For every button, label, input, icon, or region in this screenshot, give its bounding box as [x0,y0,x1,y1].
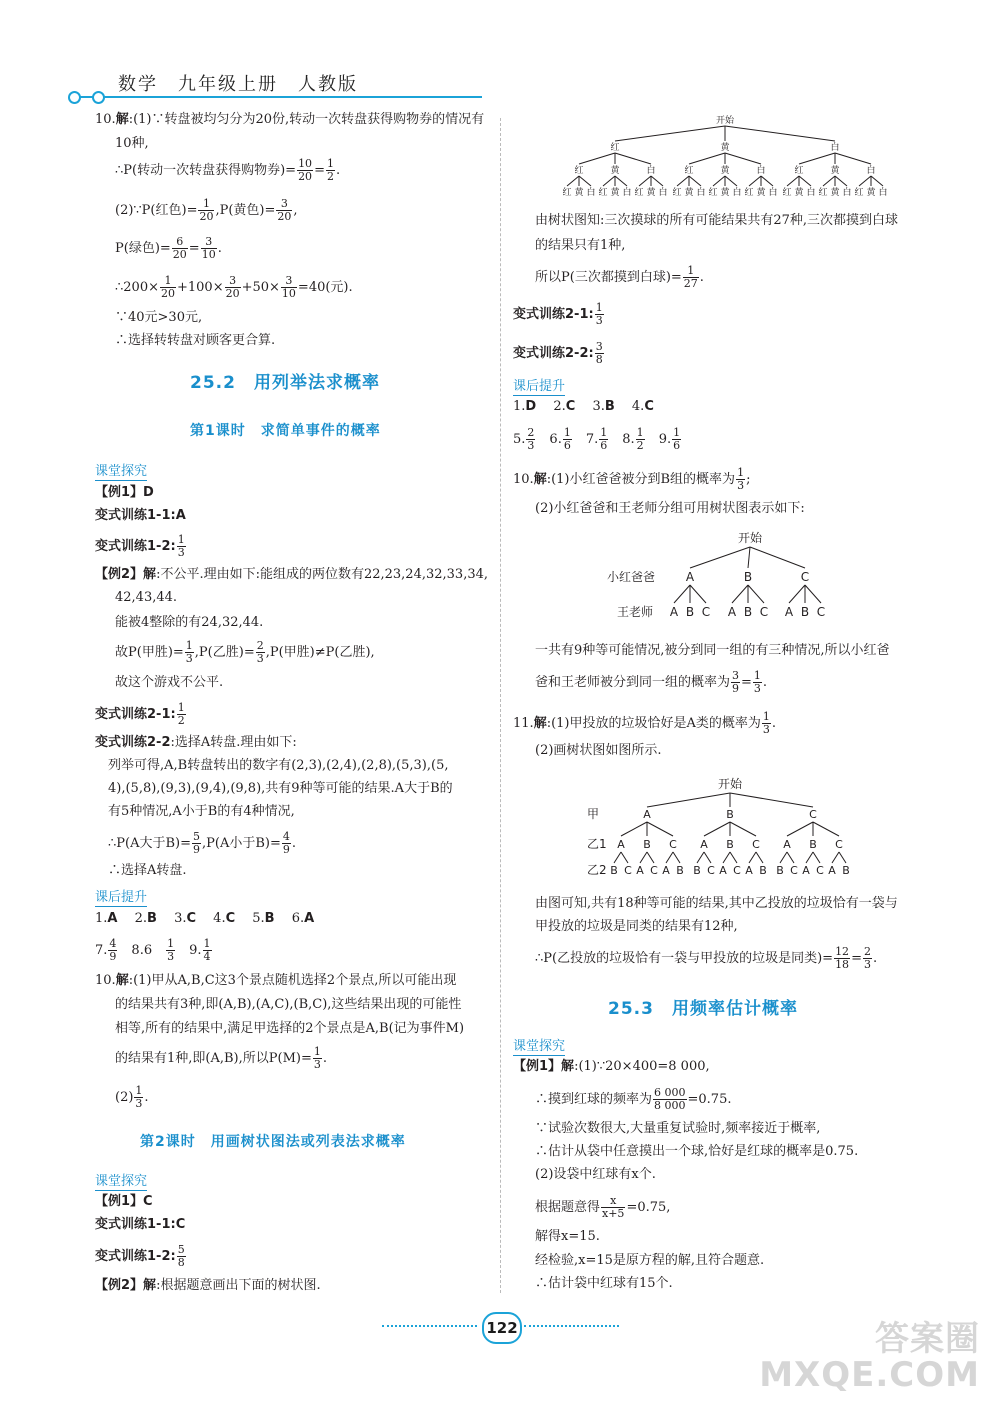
tree-branch [761,176,773,186]
tree-branch [704,822,730,836]
tree-branch [647,793,730,807]
tree-leaf-label: 白 [622,188,632,198]
tree-branch [756,852,763,863]
header-rule [72,96,482,98]
tree-branch [799,153,835,164]
r-ex1-line8: 经检验,x=15是原方程的解,且符合题意. [535,1253,765,1268]
tree-branch [704,852,711,863]
tree-leaf-label: 白 [878,188,888,198]
tree-leaf-label: 红 [854,188,864,198]
tree-node-label: B [726,838,734,851]
tree-leaf-label: B [685,605,695,619]
r-q11t-line1: 由图可知,共有18种等可能的结果,其中乙投放的垃圾恰有一袋与 [535,896,898,911]
tree-leaf-label: C [790,864,798,877]
tree-leaf-label: B [610,864,618,877]
tree-branch [690,547,750,568]
tree-branch [674,585,690,603]
tree-branch [666,852,673,863]
tree-node-label: C [835,838,843,851]
tree-start-label: 开始 [715,116,735,126]
tree-leaf-label: 红 [744,188,754,198]
ex1b-answer: 【例1】C [95,1194,153,1209]
tree-branch [725,126,835,141]
tree-leaf-label: 红 [672,188,682,198]
tree-leaf-label: 白 [658,188,668,198]
tree-leaf-label: A [719,864,727,877]
tree-row-label: 王老师 [617,605,654,619]
tree-node-label: 黄 [720,143,730,153]
r-q10t-line1: 一共有9种等可能情况,被分到同一组的有三种情况,所以小红爸 [535,643,890,658]
r-q11-line1: 11.解:(1)甲投放的垃圾恰好是A类的概率为 $\frac{1}{3}$ . [513,710,777,736]
tree-node-label: B [743,570,753,584]
q10b-line2: 的结果共有3种,即(A,B),(A,C),(B,C),这些结果出现的可能性 [115,997,462,1012]
tree-branch [748,585,764,603]
tree-branch [750,547,805,568]
section-title-25-2: 25.2 用列举法求概率 [190,373,380,393]
tree-leaf-label: 红 [818,188,828,198]
page-header [118,70,378,96]
tree-leaf-label: B [842,864,850,877]
tree-branch [839,852,846,863]
tree-leaf-label: 白 [732,188,742,198]
tree-branch [835,153,871,164]
v22-line2: 列举可得,A,B转盘转出的数字有(2,3),(2,4),(2,8),(5,3),(5, [108,758,449,773]
q10-line3: ∴P(转动一次转盘获得购物券)= $\frac{10}{20}$ = $\frac{1}{2}$ . [115,157,341,183]
t1-line1: 由树状图知:三次摸球的所有可能结果共有27种,三次都摸到白球 [535,213,899,228]
tree-node-label: 黄 [610,166,620,176]
tree-branch [697,852,704,863]
tree-leaf-label: A [745,864,753,877]
tree-branch [689,153,725,164]
tree-branch [640,852,647,863]
tag-class-explore: 课堂探究 [95,460,147,481]
tag-class-explore-2: 课堂探究 [95,1170,147,1191]
tree-branch [787,822,813,836]
tag-after-class: 课后提升 [95,886,147,907]
tree-node-label: 红 [574,166,584,176]
header-dot-icon [92,91,105,104]
r-ex1-line9: ∴估计袋中红球有15个. [535,1276,673,1291]
tree-leaf-label: C [816,864,824,877]
tree-leaf-label: 白 [806,188,816,198]
tree-node-label: 白 [866,166,876,176]
tree-leaf-label: 黄 [574,188,584,198]
tree-leaf-label: 黄 [610,188,620,198]
tree-leaf-label: A [636,864,644,877]
v22-line6: ∴选择A转盘. [108,863,187,878]
tree-leaf-label: 白 [586,188,596,198]
tree-branch [799,176,811,186]
r-q10-line2: (2)小红爸爸和王老师分组可用树状图表示如下: [535,501,805,516]
tree-leaf-label: B [676,864,684,877]
q10b-line3: 相等,所有的结果中,满足甲选择的2个景点是A,B(记为事件M) [115,1021,465,1036]
v12b-answer: 变式训练1-2: $\frac{5}{8}$ [95,1243,185,1269]
tree-node-label: C [669,838,677,851]
v11b-answer: 变式训练1-1:C [95,1217,186,1232]
ex2-line5: 故这个游戏不公平. [115,675,224,690]
r-tag-class-explore: 课堂探究 [513,1035,565,1056]
tree-diagram-2 [605,530,845,625]
r-tag-after-class: 课后提升 [513,375,565,396]
tree-branch [579,176,591,186]
tree-node-label: 白 [646,166,656,176]
tree-node-label: C [800,570,810,584]
tree-row-label: 乙1 [587,837,607,851]
tree-leaf-label: B [693,864,701,877]
tree-branch [748,547,750,568]
tree-branch [789,585,805,603]
ex1-answer: 【例1】D [95,485,154,500]
tree-leaf-label: 红 [782,188,792,198]
tree-branch [621,822,647,836]
tree-node-label: B [809,838,817,851]
header-edition: 人教版 [298,74,358,95]
tree-node-label: 黄 [830,166,840,176]
v11-answer: 变式训练1-1:A [95,508,186,523]
tree-leaf-label: 红 [708,188,718,198]
tree-node-label: A [643,808,651,821]
tree-leaf-label: 黄 [720,188,730,198]
tree-branch [621,852,628,863]
tree-node-label: 黄 [720,166,730,176]
ex2-line3: 能被4整除的有24,32,44. [115,615,264,630]
tree-leaf-label: C [816,605,826,619]
tree-leaf-label: 黄 [756,188,766,198]
section-title-25-3: 25.3 用频率估计概率 [608,999,798,1019]
v22-line1: 变式训练2-2:选择A转盘.理由如下: [95,735,297,750]
tree-leaf-label: 黄 [684,188,694,198]
lesson-title-1: 第1课时 求简单事件的概率 [190,423,381,439]
tree-leaf-label: 红 [598,188,608,198]
ex2-line4: 故P(甲胜)= $\frac{1}{3}$ ,P(乙胜)= $\frac{2}{3}$ ,P(甲胜)≠P(乙胜), [115,639,375,665]
v21-answer: 变式训练2-1: $\frac{1}{2}$ [95,701,185,727]
tree-branch [813,822,839,836]
tree-branch [689,176,701,186]
tree-branch [677,176,689,186]
ex2-line1: 【例2】解:不公平.理由如下:能组成的两位数有22,23,24,32,33,34, [95,567,489,582]
r-ex1-line4: ∴估计从袋中任意摸出一个球,恰好是红球的概率是0.75. [535,1144,859,1159]
tree-leaf-label: 白 [768,188,778,198]
tree-leaf-label: C [650,864,658,877]
tree-leaf-label: C [707,864,715,877]
t1-line2: 的结果只有1种, [535,238,626,253]
watermark-url: MXQE.COM [759,1355,980,1395]
footer-dots-right [524,1325,619,1327]
v22-line5: ∴P(A大于B)= $\frac{5}{9}$ ,P(A小于B)= $\frac{4}{9}$ . [108,830,296,856]
tree-branch [859,176,871,186]
tree-node-label: 红 [684,166,694,176]
tree-node-label: C [752,838,760,851]
tree-branch [732,585,748,603]
tree-row-label: 小红爸爸 [607,570,656,584]
tree-leaf-label: B [759,864,767,877]
tree-branch [730,822,756,836]
tree-branch [579,153,615,164]
tree-branch [787,176,799,186]
tree-branch [730,793,813,807]
ex2b-line1: 【例2】解:根据题意画出下面的树状图. [95,1278,321,1293]
tree-leaf-label: 黄 [866,188,876,198]
r-q10-line1: 10.解:(1)小红爸爸被分到B组的概率为 $\frac{1}{3}$ ; [513,466,751,492]
tree-branch [813,852,820,863]
q10b-line5: (2) $\frac{1}{3}$ . [115,1084,149,1110]
q10-line8: ∴选择转转盘对顾客更合算. [115,333,276,348]
r-ex1-line1: 【例1】解:(1)∵20×400=8 000, [513,1059,710,1074]
q10-line1: 10.解:(1)∵转盘被均匀分为20份,转动一次转盘获得购物券的情况有 [95,112,485,127]
tree-branch [603,176,615,186]
header-grade: 九年级上册 [178,74,278,95]
r-v22-answer: 变式训练2-2: $\frac{3}{8}$ [513,340,603,366]
footer-dots-left [382,1325,477,1327]
column-divider [500,118,501,1293]
tree-branch [806,852,813,863]
tree-branch [823,176,835,186]
tree-leaf-label: A [669,605,679,619]
tree-branch [647,822,673,836]
tree-node-label: A [783,838,791,851]
tree-leaf-label: 红 [562,188,572,198]
r-q11-line2: (2)画树状图如图所示. [535,743,662,758]
q10b-line4: 的结果有1种,即(A,B),所以P(M)= $\frac{1}{3}$ . [115,1045,327,1071]
tree-leaf-label: B [743,605,753,619]
tree-node-label: B [643,838,651,851]
tree-branch [615,176,627,186]
tree-branch [651,176,663,186]
tree-branch [647,852,654,863]
r-answers-row2: 5. $\frac{2}{3}$ 6. $\frac{1}{6}$ 7. $\frac{1}{6}$ 8. $\frac{1}{2}$ 9. $\frac{1}{6}$ [513,426,681,452]
tree-leaf-label: C [624,864,632,877]
q10-line6: ∴200× $\frac{1}{20}$ +100× $\frac{3}{20}$ +50× $\frac{3}{10}$ =40(元). [115,274,353,300]
tree-branch [673,852,680,863]
tree-branch [614,852,621,863]
r-ex1-line3: ∵试验次数很大,大量重复试验时,频率接近于概率, [535,1121,821,1136]
tree-branch [749,852,756,863]
page-number: 122 [482,1312,522,1344]
tree-branch [690,585,706,603]
tree-branch [871,176,883,186]
q10-line4: (2)∵P(红色)= $\frac{1}{20}$ ,P(黄色)= $\frac{3}{20}$ , [115,197,298,223]
q10-line7: ∵40元>30元, [115,310,203,325]
tree-branch [787,852,794,863]
tree-start-label: 开始 [717,777,743,791]
t1-line3: 所以P(三次都摸到白球)= $\frac{1}{27}$ . [535,264,704,290]
answers-row1: 1.A 2.B 3.C 4.C 5.B 6.A [95,911,315,926]
tree-branch [725,176,737,186]
tree-leaf-label: C [733,864,741,877]
r-ex1-line5: (2)设袋中红球有x个. [535,1167,656,1182]
tree-branch [730,852,737,863]
tree-leaf-label: B [800,605,810,619]
r-ex1-line6: 根据题意得 $\frac{x}{x+5}$ =0.75, [535,1194,671,1220]
r-q10t-line2: 爸和王老师被分到同一组的概率为 $\frac{3}{9}$ = $\frac{1}{3}$ . [535,669,768,695]
q10-line2: 10种, [115,136,149,151]
tree-leaf-label: 白 [696,188,706,198]
r-q11t-line3: ∴P(乙投放的垃圾恰有一袋与甲投放的垃圾是同类)= $\frac{12}{18}$ = $\frac{2}{3}$ . [535,945,878,971]
tree-branch [615,153,651,164]
tree-node-label: A [700,838,708,851]
r-ex1-line7: 解得x=15. [535,1229,600,1244]
tree-branch [639,176,651,186]
tree-node-label: 白 [830,143,840,153]
tree-leaf-label: 黄 [646,188,656,198]
tree-node-label: 白 [756,166,766,176]
lesson-title-2: 第2课时 用画树状图法或列表法求概率 [140,1134,406,1150]
tree-branch [835,176,847,186]
tree-leaf-label: B [776,864,784,877]
tree-branch [615,126,725,141]
tree-leaf-label: A [828,864,836,877]
tree-node-label: A [617,838,625,851]
answers-row2: 7. $\frac{4}{9}$ 8.6 $\frac{1}{3}$ 9. $\frac{1}{4}$ [95,937,211,963]
v12-answer: 变式训练1-2: $\frac{1}{3}$ [95,533,185,559]
tree-node-label: 红 [794,166,804,176]
tree-leaf-label: 黄 [830,188,840,198]
r-v21-answer: 变式训练2-1: $\frac{1}{3}$ [513,301,603,327]
tree-node-label: C [809,808,817,821]
r-answers-row1: 1.D 2.C 3.B 4.C [513,399,654,414]
tree-leaf-label: A [784,605,794,619]
watermark-logo-text: 答案圈 [875,1319,980,1359]
tree-branch [725,153,761,164]
tree-leaf-label: C [701,605,711,619]
tree-branch [723,852,730,863]
tree-start-label: 开始 [737,531,763,545]
q10b-line1: 10.解:(1)甲从A,B,C这3个景点随机选择2个景点,所以可能出现 [95,973,457,988]
tree-leaf-label: A [802,864,810,877]
r-q11t-line2: 甲投放的垃圾是同类的结果有12种, [535,919,738,934]
tree-leaf-label: 黄 [794,188,804,198]
tree-leaf-label: A [662,864,670,877]
tree-node-label: 红 [610,143,620,153]
header-dot-icon [68,91,81,104]
tree-node-label: A [685,570,695,584]
watermark [759,1321,980,1393]
tree-branch [749,176,761,186]
tree-branch [832,852,839,863]
v22-line3: 4),(5,8),(9,3),(9,4),(9,8),共有9种等可能的结果.A大于B的 [108,781,453,796]
tree-node-label: B [726,808,734,821]
tree-row-label: 甲 [587,807,600,821]
tree-leaf-label: C [759,605,769,619]
tree-leaf-label: 白 [842,188,852,198]
tree-diagram-1 [560,112,890,202]
ex2-line2: 42,43,44. [115,590,178,605]
tree-leaf-label: 红 [634,188,644,198]
tree-leaf-label: A [727,605,737,619]
tree-branch [713,176,725,186]
tree-row-label: 乙2 [587,863,607,877]
tree-branch [780,852,787,863]
tree-branch [567,176,579,186]
tree-diagram-3 [585,776,870,881]
header-subject: 数学 [118,74,158,95]
r-ex1-line2: ∴摸到红球的频率为 $\frac{6 000}{8 000}$ =0.75. [535,1086,732,1112]
tree-branch [805,585,821,603]
q10-line5: P(绿色)= $\frac{6}{20}$ = $\frac{3}{10}$ . [115,235,222,261]
v22-line4: 有5种情况,A小于B的有4种情况, [108,804,295,819]
